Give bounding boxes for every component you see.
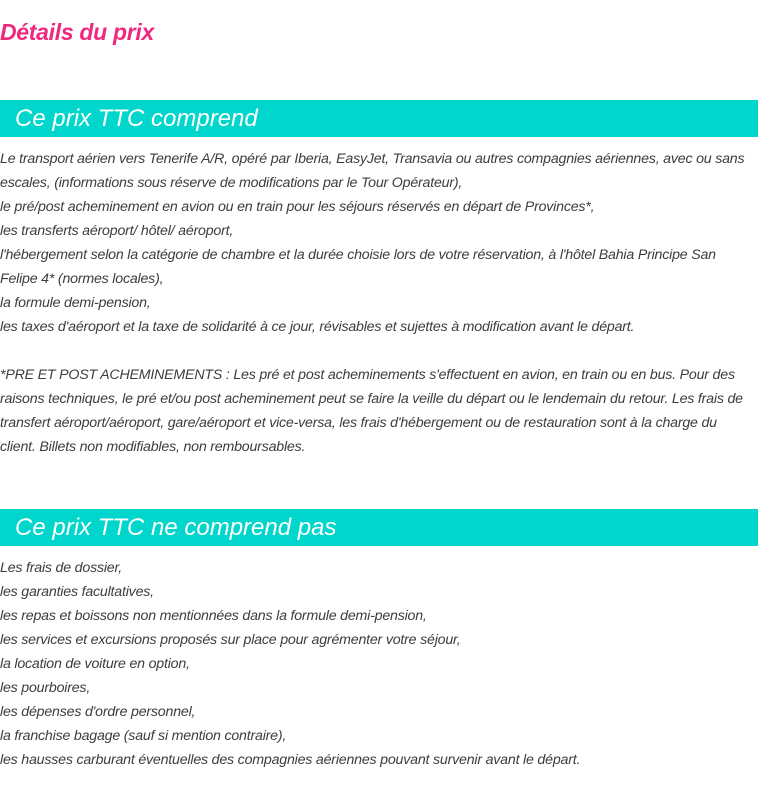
excluded-item-meals-drinks: les repas et boissons non mentionnées dans la formule demi-pension,: [0, 608, 427, 624]
excluded-list: [0, 556, 752, 772]
included-list: [0, 147, 752, 339]
pre-post-transfer-note: [0, 363, 752, 459]
excluded-section-heading: Ce prix TTC ne comprend pas: [0, 509, 758, 546]
excluded-item-booking-fees: Les frais de dossier,: [0, 560, 122, 576]
included-item-taxes: les taxes d'aéroport et la taxe de solidarité à ce jour, révisables et sujettes à modification avant le départ.: [0, 319, 635, 335]
excluded-item-personal-expenses: les dépenses d'ordre personnel,: [0, 704, 196, 720]
excluded-item-excursions: les services et excursions proposés sur place pour agrémenter votre séjour,: [0, 632, 461, 648]
included-item-accommodation: l'hébergement selon la catégorie de chambre et la durée choisie lors de votre réservation, à l'hôtel Bahia Principe San Felipe 4* (normes locales),: [0, 247, 716, 287]
included-item-transport: Le transport aérien vers Tenerife A/R, opéré par Iberia, EasyJet, Transavia ou autres compagnies aériennes, avec ou sans escales, (informations sous réserve de modifications par le Tour Opérateur),: [0, 151, 745, 191]
excluded-item-optional-insurance: les garanties facultatives,: [0, 584, 154, 600]
excluded-item-baggage: la franchise bagage (sauf si mention contraire),: [0, 728, 287, 744]
excluded-item-tips: les pourboires,: [0, 680, 91, 696]
included-item-airport-transfers: les transferts aéroport/ hôtel/ aéroport,: [0, 223, 234, 239]
included-item-pre-post-transfer: le pré/post acheminement en avion ou en train pour les séjours réservés en départ de Provinces*,: [0, 199, 595, 215]
excluded-item-car-rental: la location de voiture en option,: [0, 656, 190, 672]
included-item-half-board: la formule demi-pension,: [0, 295, 151, 311]
included-section-heading: Ce prix TTC comprend: [0, 100, 758, 137]
page-title: Détails du prix: [0, 19, 154, 45]
excluded-item-fuel-surcharge: les hausses carburant éventuelles des compagnies aériennes pouvant survenir avant le départ.: [0, 752, 581, 768]
note-text: *PRE ET POST ACHEMINEMENTS : Les pré et post acheminements s'effectuent en avion, en train ou en bus. Pour des raisons techniques, le pré et/ou post acheminement peut se faire la veille du départ ou le lendemain du retour. Les frais de transfert aéroport/aéroport, gare/aéroport et vice-versa, les frais d'hébergement ou de restauration sont à la charge du client. Billets non modifiables, non remboursables.: [0, 367, 743, 455]
